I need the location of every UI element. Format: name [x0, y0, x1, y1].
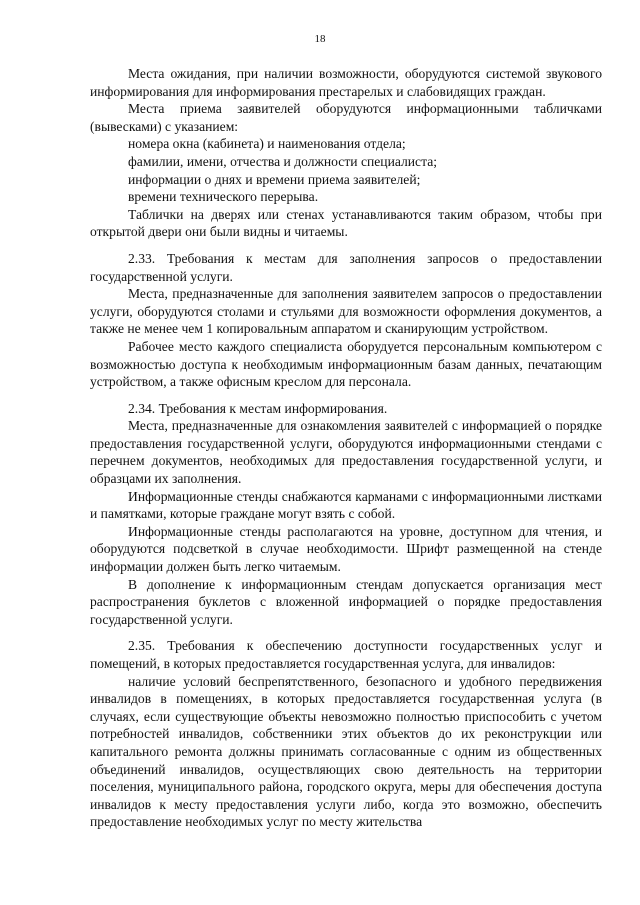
- paragraph: Рабочее место каждого специалиста оборудуется персональным компьютером с возможностью доступа к необходимым информационным базам данных, печатающим устройством, а также офисным креслом для персонала.: [90, 338, 602, 390]
- page-number: 18: [314, 33, 326, 45]
- paragraph: Информационные стенды снабжаются карманами с информационными листками и памятками, которые граждане могут взять с собой.: [90, 488, 602, 522]
- list-item: информации о днях и времени приема заявителей;: [128, 171, 421, 187]
- paragraph: Информационные стенды располагаются на уровне, доступном для чтения, и оборудуются подсветкой в случае необходимости. Шрифт размещенной на стенде информации должен быть легко читаемым.: [90, 523, 602, 575]
- list-item: номера окна (кабинета) и наименования отдела;: [128, 136, 406, 152]
- paragraph: Места, предназначенные для заполнения заявителем запросов о предоставлении услуги, оборудуются столами и стульями для возможности оформления документов, а также не менее чем 1 копировальным аппаратом и сканирующим устройством.: [90, 286, 602, 337]
- list-item: времени технического перерыва.: [128, 189, 319, 205]
- paragraph: Места ожидания, при наличии возможности, оборудуются системой звукового информирования для информирования престарелых и слабовидящих граждан.: [90, 66, 602, 99]
- list-item: фамилии, имени, отчества и должности специалиста;: [128, 153, 438, 169]
- section-heading-paragraph: 2.35. Требования к обеспечению доступности государственных услуг и помещений, в которых предоставляется государственная услуга, для инвалидов:: [90, 638, 602, 671]
- document-body: [90, 65, 602, 831]
- paragraph: Места, предназначенные для ознакомления заявителей с информацией о порядке предоставления государственной услуги, оборудуются информационными стендами с перечнем документов, необходимых для предоставления государственной услуги, и образцами их заполнения.: [90, 418, 602, 487]
- paragraph: Места приема заявителей оборудуются информационными табличками (вывесками) с указанием:: [90, 101, 602, 134]
- paragraph: наличие условий беспрепятственного, безопасного и удобного передвижения инвалидов в помещениях, в которых предоставляется государственная услуга (в случаях, если существующие объекты невозможно полностью приспособить с учетом потребностей инвалидов, собственники этих объектов до их реконструкции или капитального ремонта должны принимать согласованные с одним из общественных объединений инвалидов, осуществляющих свою деятельность на территории поселения, муниципального района, городского округа, меры для обеспечения доступа инвалидов к месту предоставления услуги либо, когда это возможно, обеспечить предоставление необходимых услуг по месту жительства: [90, 673, 602, 830]
- section-heading-paragraph: 2.33. Требования к местам для заполнения запросов о предоставлении государственной услуги.: [90, 250, 602, 284]
- paragraph: В дополнение к информационным стендам допускается организация мест распространения буклетов с вложенной информацией о порядке предоставления государственной услуги.: [90, 576, 602, 627]
- section-heading-paragraph: 2.34. Требования к местам информирования.: [128, 400, 388, 416]
- paragraph: Таблички на дверях или стенах устанавливаются таким образом, чтобы при открытой двери они были видны и читаемы.: [90, 206, 602, 240]
